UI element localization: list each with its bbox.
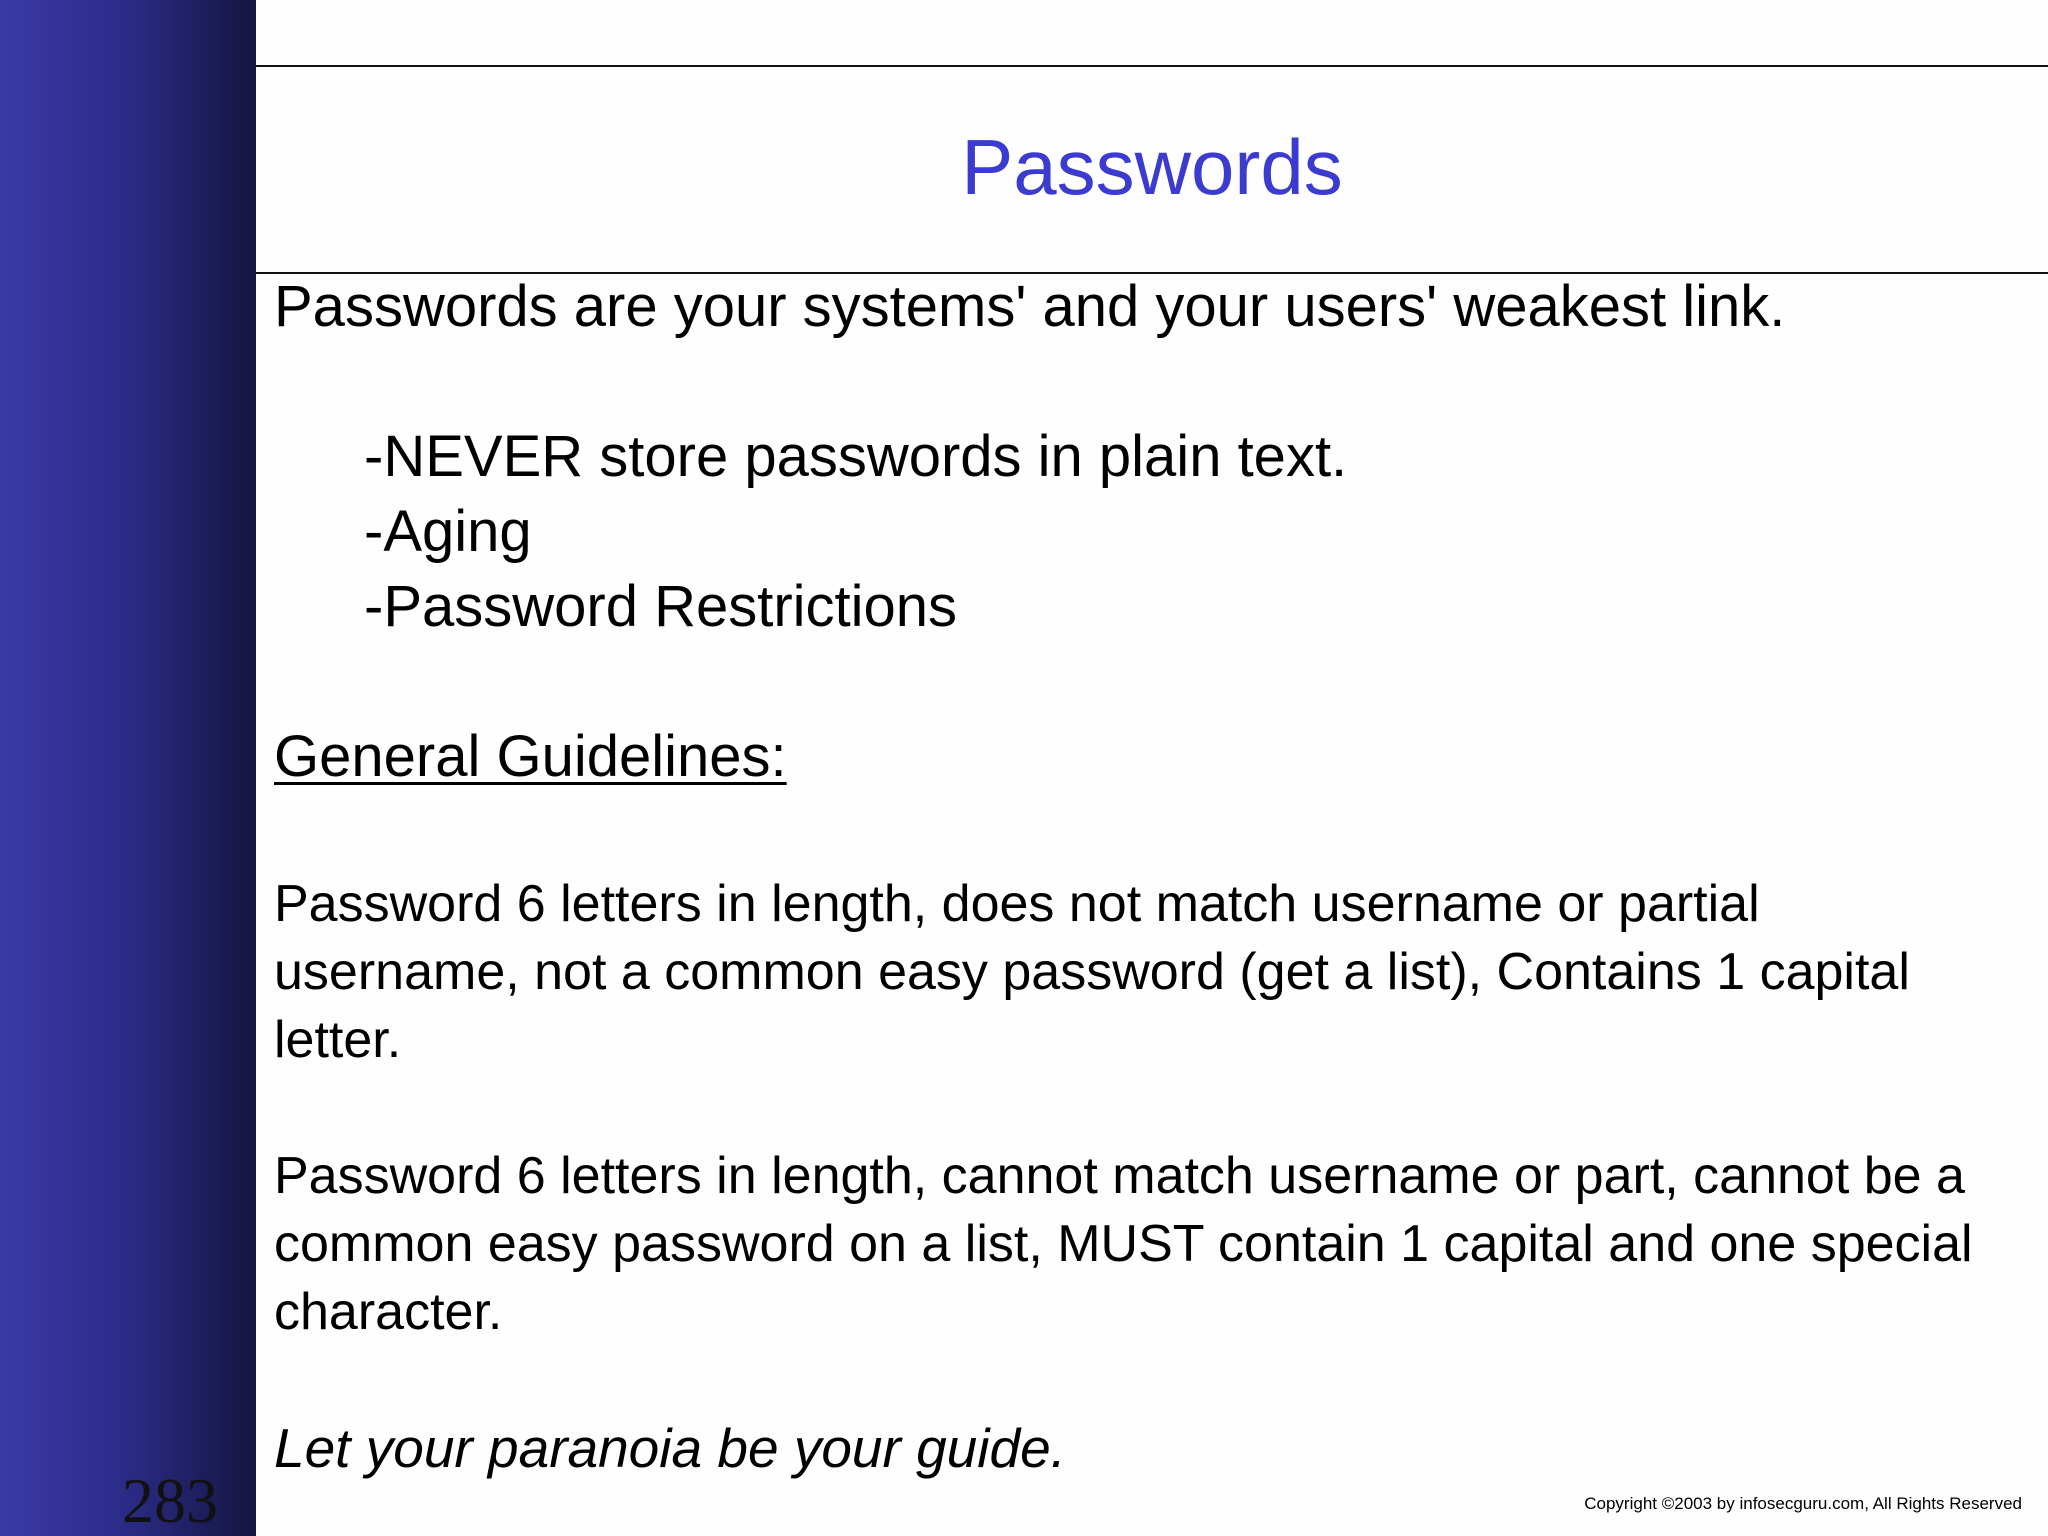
intro-text: Passwords are your systems' and your users' weakest link. [274, 274, 1786, 339]
sidebar-gradient-bar [0, 0, 256, 1536]
guideline-paragraph: Password 6 letters in length, does not match username or partial username, not a common easy password (get a list), Contains 1 capital letter. [274, 875, 1910, 1069]
slide-title: Passwords [961, 123, 1343, 211]
bullet-item: -NEVER store passwords in plain text. [364, 424, 1348, 489]
copyright-notice: Copyright ©2003 by infosecguru.com, All Rights Reserved [1584, 1494, 2022, 1513]
guidelines-heading: General Guidelines: [274, 724, 787, 789]
closing-remark: Let your paranoia be your guide. [274, 1417, 1066, 1479]
page-number: 283 [122, 1465, 218, 1536]
bullet-item: -Password Restrictions [364, 574, 958, 639]
top-divider [256, 65, 2048, 67]
bullet-item: -Aging [364, 499, 532, 564]
guideline-paragraph: Password 6 letters in length, cannot match username or part, cannot be a common easy password on a list, MUST contain 1 capital and one special character. [274, 1147, 1973, 1341]
